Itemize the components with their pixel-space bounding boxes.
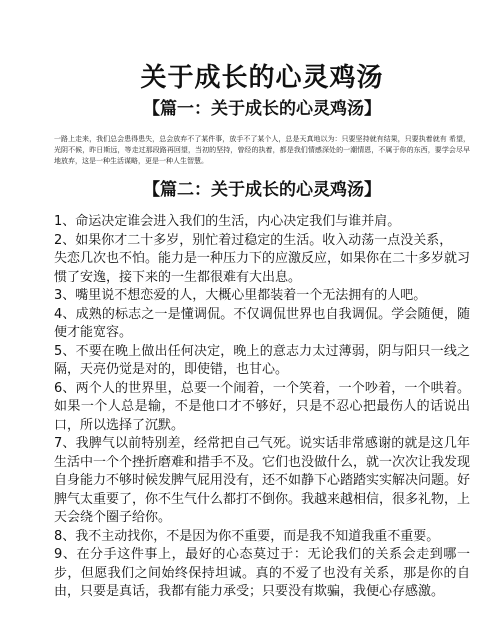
- list-item: 8、我不主动找你，不是因为你不重要，而是我不知道我重不重要。: [54, 528, 440, 544]
- list-item: 9、在分手这件事上，最好的心态莫过于：无论我们的关系会走到哪一步，但愿我们之间始终保持坦诚。真的不爱了也没有关系，那是你的自由，只要是真话，我都有能力承受；只要没有欺骗，我便心存感激。: [54, 547, 470, 599]
- section-heading-1: 【篇一：关于成长的心灵鸡汤】: [143, 99, 381, 119]
- section-2-list: [54, 213, 470, 602]
- list-item: 4、成熟的标志之一是懂调侃。不仅调侃世界也自我调侃。学会随便，随便才能宽容。: [54, 306, 470, 340]
- list-item: 5、不要在晚上做出任何决定，晚上的意志力太过薄弱，阴与阳只一线之隔，天亮仍觉是对的，即使错，也甘心。: [54, 343, 470, 377]
- list-item: 失恋几次也不怕。能力是一种压力下的应激反应，如果你在二十多岁就习惯了安逸，接下来的一生都很难有大出息。: [54, 251, 471, 285]
- list-item: 3、嘴里说不想恋爱的人，大概心里都装着一个无法拥有的人吧。: [54, 288, 427, 303]
- list-item: 7、我脾气以前特别差，经常把自己气死。说实话非常感谢的就是这几年生活中一个个挫折磨难和措手不及。它们也没做什么，就一次次让我发现自身能力不够时候发脾气屁用没有，还不如静下心踏踏实实解决问题。好脾气太重要了，你不生气什么都打不倒你。我越来越相信，很多礼物，上天会绕个圈子给你。: [54, 436, 471, 525]
- list-item: 2、如果你才二十多岁，别忙着过稳定的生活。收入动荡一点没关系，: [54, 232, 453, 248]
- list-item: 1、命运决定谁会进入我们的生活，内心决定我们与谁并肩。: [54, 214, 401, 229]
- section-1-paragraph: 一路上走来，我们总会患得患失，总会放弃不了某件事，放手不了某个人，总是天真地以为：只要坚持就有结果，只要执着就有 希望，光阴不候，昨日斯远，等走过那段路再回望，当初的坚持，曾经的执着，都是我们情感深处的一潮情恩，不属于你的东西，要学会尽早地放弃，这是一种生活谋略，更是一种人生智慧。: [54, 135, 470, 165]
- document-page: [0, 60, 500, 626]
- page-title: 关于成长的心灵鸡汤: [140, 63, 384, 93]
- section-heading-2: 【篇二：关于成长的心灵鸡汤】: [143, 180, 381, 200]
- list-item: 6、两个人的世界里，总要一个闹着，一个笑着，一个吵着，一个哄着。如果一个人总是输，不是他口才不够好，只是不忍心把最伤人的话说出口，所以选择了沉默。: [54, 380, 470, 433]
